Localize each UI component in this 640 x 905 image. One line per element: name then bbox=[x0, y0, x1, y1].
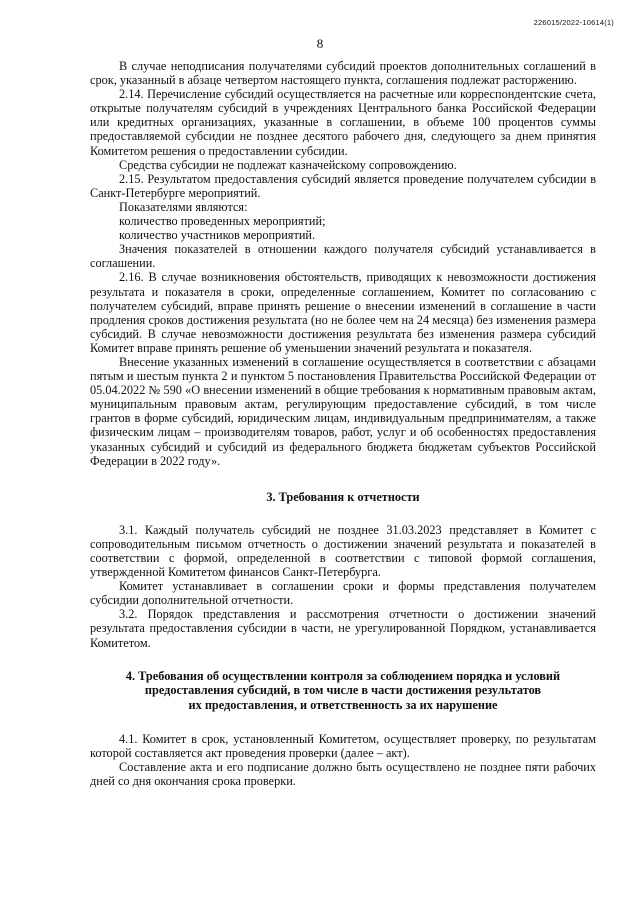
section-4-heading-line-2: предоставления субсидий, в том числе в части достижения результатов bbox=[144, 683, 542, 698]
section-3-heading: 3. Требования к отчетности bbox=[266, 489, 420, 504]
paragraph-treasury-support: Средства субсидии не подлежат казначейскому сопровождению. bbox=[119, 157, 457, 172]
paragraph-additional-reporting: Комитет устанавливает в соглашении сроки и формы представления получателем субсидии дополнительной отчетности. bbox=[90, 579, 596, 608]
paragraph-act-signing: Составление акта и его подписание должно быть осуществлено не позднее пяти рабочих дней со дня окончания срока проверки. bbox=[90, 760, 596, 789]
paragraph-unsigned-agreements: В случае неподписания получателями субсидий проектов дополнительных соглашений в срок, указанный в абзаце четвертом настоящего пункта, соглашения подлежат расторжению. bbox=[90, 59, 596, 88]
paragraph-3-1: 3.1. Каждый получатель субсидий не позднее 31.03.2023 представляет в Комитет с сопроводительным письмом отчетность о достижении значений результата и показателей в соответствии с формой, определенной в соответствии с типовой формой соглашения, утвержденной Комитетом финансов Санкт-Петербурга. bbox=[90, 522, 596, 580]
section-4-heading bbox=[90, 669, 596, 713]
paragraph-indicators-intro: Показателями являются: bbox=[119, 199, 248, 214]
paragraph-2-16: 2.16. В случае возникновения обстоятельств, приводящих к невозможности достижения результата и показателя в сроки, определенные соглашением, Комитет по согласованию с получателем субсидий, вправе принять решение о внесении изменений в соглашение в части продления сроков достижения результата (но не более чем на 24 месяца) без изменения размера субсидий. В случае невозможности достижения результата без изменения размера субсидий Комитет вправе принять решение об уменьшении значений результата и показателя. bbox=[90, 270, 596, 355]
list-item-participants-count: количество участников мероприятий. bbox=[119, 228, 316, 243]
page-number: 8 bbox=[316, 36, 324, 51]
section-4-heading-line-3: их предоставления, и ответственность за их нарушение bbox=[188, 697, 498, 712]
document-body bbox=[90, 59, 596, 789]
paragraph-3-2: 3.2. Порядок представления и рассмотрения отчетности о достижении значений результата предоставления субсидии в части, не урегулированной Порядком, устанавливается Комитетом. bbox=[90, 607, 596, 650]
section-4-heading-line-1: 4. Требования об осуществлении контроля за соблюдением порядка и условий bbox=[125, 668, 561, 683]
list-item-events-count: количество проведенных мероприятий; bbox=[119, 214, 326, 229]
paragraph-indicator-values: Значения показателей в отношении каждого получателя субсидий устанавливается в соглашении. bbox=[90, 242, 596, 271]
paragraph-2-15: 2.15. Результатом предоставления субсидий является проведение получателем субсидии в Санкт-Петербурге мероприятий. bbox=[90, 171, 596, 200]
paragraph-4-1: 4.1. Комитет в срок, установленный Комитетом, осуществляет проверку, по результатам которой составляется акт проведения проверки (далее – акт). bbox=[90, 732, 596, 761]
paragraph-amendments: Внесение указанных изменений в соглашение осуществляется в соответствии с абзацами пятым и шестым пункта 2 и пунктом 5 постановления Правительства Российской Федерации от 05.04.2022 № 590 «О внесении изменений в общие требования к нормативным правовым актам, муниципальным правовым актам, регулирующим предоставление субсидий, в том числе грантов в форме субсидий, юридическим лицам, индивидуальным предпринимателям, а также физическим лицам – производителям товаров, работ, услуг и об особенностях предоставления указанных субсидий и субсидий из федерального бюджета бюджетам субъектов Российской Федерации в 2022 году». bbox=[90, 354, 596, 468]
paragraph-2-14: 2.14. Перечисление субсидий осуществляется на расчетные или корреспондентские счета, открытые получателям субсидий в учреждениях Центрального банка Российской Федерации или кредитных организациях, указанные в соглашении, в объеме 100 процентов суммы предоставляемой субсидии не позднее десятого рабочего дня, следующего за днем принятия Комитетом решения о предоставлении субсидии. bbox=[90, 87, 596, 158]
document-code: 226015/2022-10614(1) bbox=[533, 18, 614, 27]
